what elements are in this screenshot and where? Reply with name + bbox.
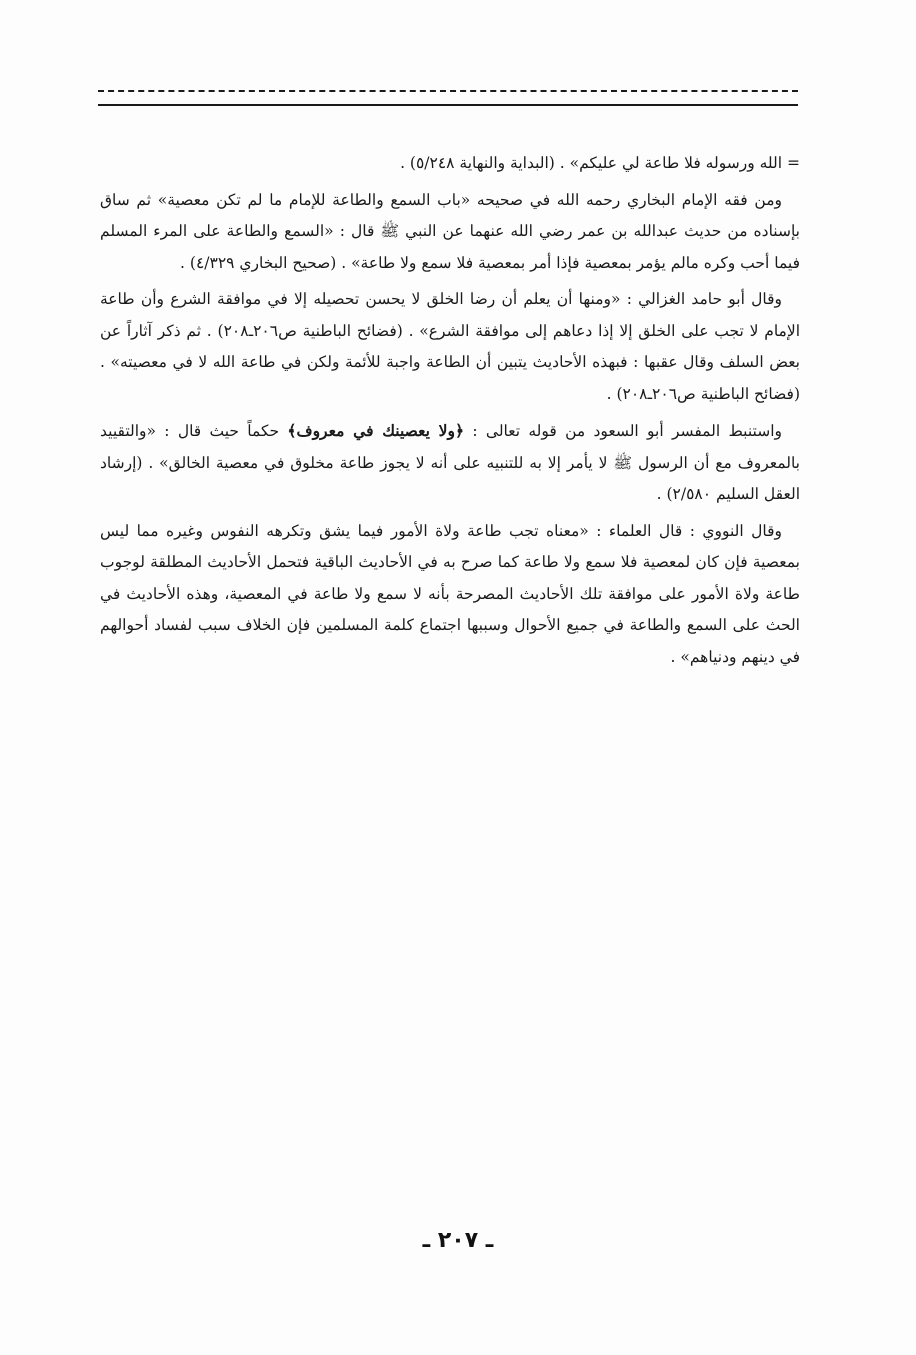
quran-verse: ﴿ولا يعصينك في معروف﴾: [287, 421, 465, 440]
header-solid-rule: [98, 104, 798, 106]
paragraph-nawawi: وقال النووي : قال العلماء : «معناه تجب طاعة ولاة الأمور فيما يشق وتكرهه النفوس وغيره مما ليس بمعصية فإن كان لمعصية فلا سمع ولا طاعة كما صرح به في الأحاديث الباقية فتحمل الأحاديث المطلقة لوجوب طاعة ولاة الأمور على موافقة تلك الأحاديث المصرحة بأنه لا سمع ولا طاعة في المعصية، وهذه الأحاديث في الحث على السمع والطاعة في جميع الأحوال وسببها اجتماع كلمة المسلمين فإن الخلاف سبب لفساد أحوالهم في دينهم ودنياهم» .: [100, 521, 800, 666]
abu-saud-rest: حكماً حيث قال : «والتقييد بالمعروف مع أن الرسول ﷺ لا يأمر إلا به للتنبيه على أنه لا يجوز طاعة مخلوق في معصية الخالق» . (إرشاد العقل السليم ٢/٥٨٠) .: [100, 422, 800, 503]
page-number: ـ ٢٠٧ ـ: [422, 1228, 494, 1253]
paragraph-ghazali: وقال أبو حامد الغزالي : «ومنها أن يعلم أن رضا الخلق لا يحسن تحصيله إلا في موافقة الشرع وأن طاعة الإمام لا تجب على الخلق إلا إذا دعاهم إلى موافقة الشرع» . (فضائح الباطنية ص٢٠٦ـ٢٠٨) . ثم ذكر آثاراً عن بعض السلف وقال عقبها : فبهذه الأحاديث يتبين أن الطاعة واجبة للأئمة ولكن في طاعة الله لا في معصيته» . (فضائح الباطنية ص٢٠٦ـ٢٠٨) .: [100, 290, 801, 403]
body-text: [100, 148, 800, 678]
header-dashed-rule: [98, 90, 798, 92]
paragraph-bukhari: ومن فقه الإمام البخاري رحمه الله في صحيحه «باب السمع والطاعة للإمام ما لم تكن معصية» ثم ساق بإسناده من حديث عبدالله بن عمر رضي الله عنهما عن النبي ﷺ قال : «السمع والطاعة على المرء المسلم فيما أحب وكره مالم يؤمر بمعصية فإذا أمر بمعصية فلا سمع ولا طاعة» . (صحيح البخاري ٤/٣٢٩) .: [100, 190, 800, 272]
paragraph-abu-saud: [100, 415, 800, 511]
abu-saud-intro: واستنبط المفسر أبو السعود من قوله تعالى :: [472, 422, 782, 440]
paragraph-continuation: = الله ورسوله فلا طاعة لي عليكم» . (البداية والنهاية ٥/٢٤٨) .: [400, 154, 800, 172]
